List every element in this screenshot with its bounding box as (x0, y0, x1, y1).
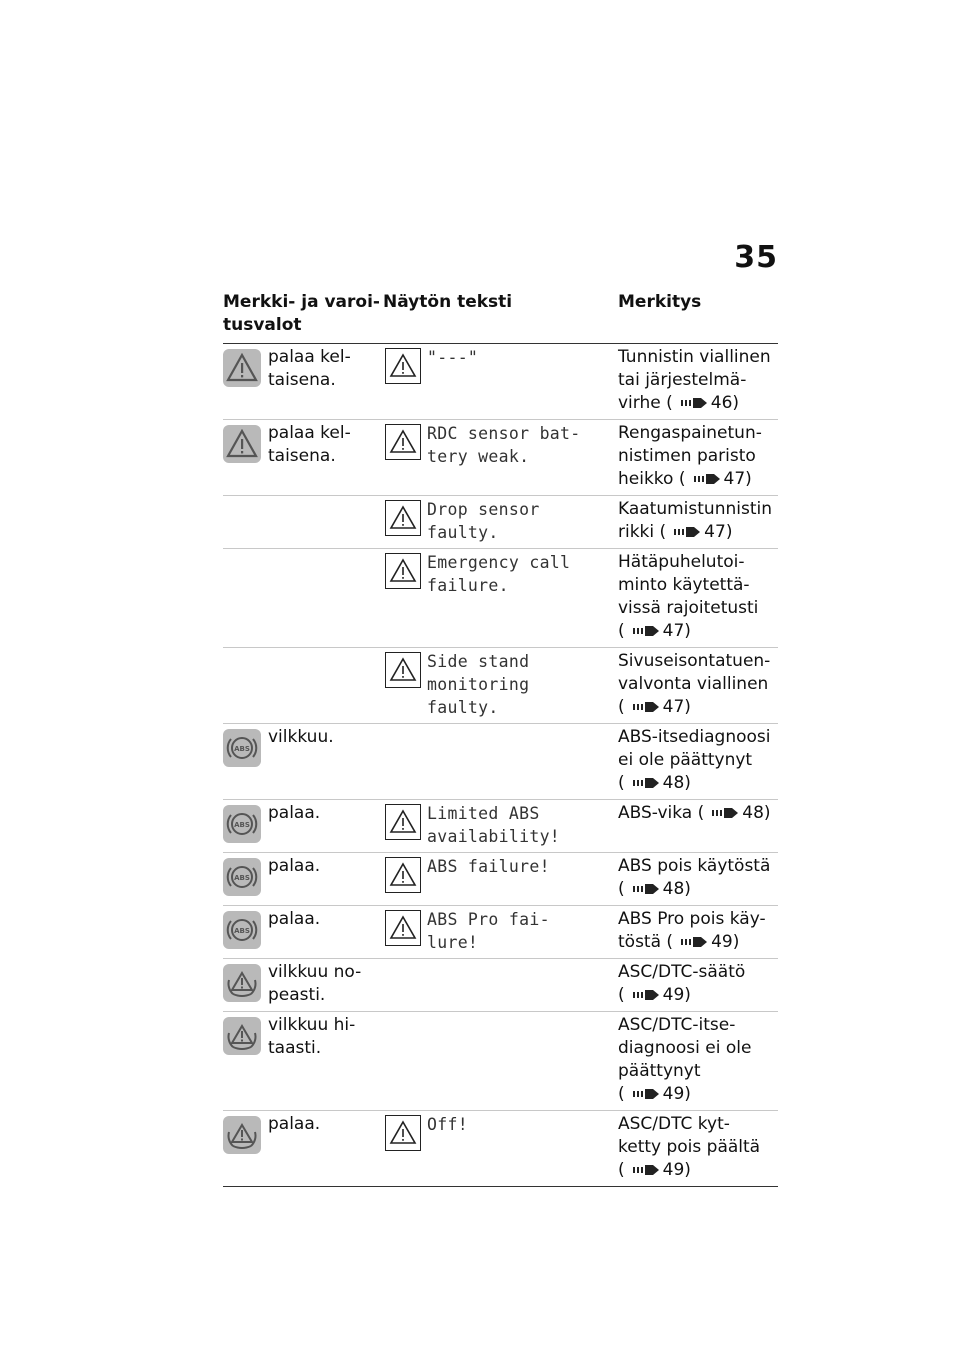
page-reference[interactable]: ( 48) (618, 773, 691, 793)
meaning-text: ASC/DTC-itse- diagnoosi ei ole päättynyt (618, 1015, 752, 1081)
page-reference-arrow-icon (631, 988, 661, 1002)
display-text-cell (383, 422, 618, 491)
page-reference-arrow-icon (710, 806, 740, 820)
display-text-cell (383, 346, 618, 415)
abs-icon (223, 858, 261, 896)
page-reference-number: 49 (662, 1084, 685, 1104)
indicator-condition: palaa. (268, 1114, 321, 1134)
page-reference[interactable]: ( 49) (618, 1160, 691, 1180)
page-reference[interactable]: ( 48) (692, 803, 771, 823)
display-text-cell (383, 855, 618, 901)
display-text-cell (383, 908, 618, 954)
page-reference-arrow-icon (679, 935, 709, 949)
page-reference[interactable]: ( 47) (618, 697, 691, 717)
indicator-condition: palaa kel- taisena. (268, 423, 351, 466)
display-warning-icon (385, 500, 421, 536)
svg-text:ABS: ABS (234, 927, 250, 935)
page-reference-arrow-icon (631, 624, 661, 638)
table-row (223, 420, 778, 496)
table-row (223, 496, 778, 549)
display-text-cell (383, 650, 618, 719)
abs-icon (223, 729, 261, 767)
page-reference[interactable]: ( 47) (673, 469, 752, 489)
page-reference[interactable]: ( 47) (618, 621, 691, 641)
page-number: 35 (734, 240, 778, 275)
page-reference[interactable]: ( 49) (661, 932, 740, 952)
meaning-text: ASC/DTC-säätö (618, 962, 746, 982)
display-warning-icon (385, 857, 421, 893)
display-warning-icon (385, 1115, 421, 1151)
table-row (223, 800, 778, 853)
meaning-cell (618, 346, 778, 415)
page-reference-number: 48 (742, 803, 764, 823)
page-reference-number: 49 (662, 985, 685, 1005)
page-reference-arrow-icon (692, 472, 722, 486)
indicator-condition: vilkkuu. (268, 727, 334, 747)
meaning-text: ASC/DTC kyt- ketty pois päältä (618, 1114, 761, 1157)
display-message: Drop sensor faulty. (427, 500, 540, 542)
display-text-cell (383, 1113, 618, 1182)
display-text-cell (383, 1014, 618, 1106)
page-reference-number: 49 (711, 932, 733, 952)
indicator-cell (223, 650, 383, 719)
page-reference[interactable]: ( 46) (660, 393, 740, 413)
display-text-cell (383, 726, 618, 795)
page-reference-number: 47 (662, 621, 685, 641)
display-text-cell (383, 551, 618, 643)
table-row (223, 724, 778, 800)
table-row (223, 853, 778, 906)
display-message: Emergency call failure. (427, 553, 571, 595)
meaning-text: ABS-itsediagnoosi ei ole päättynyt (618, 727, 771, 770)
svg-text:ABS: ABS (234, 821, 250, 829)
page-reference-number: 47 (704, 522, 726, 542)
indicator-cell (223, 346, 383, 415)
display-message: "---" (427, 348, 479, 367)
page-reference-arrow-icon (631, 700, 661, 714)
display-warning-icon (385, 424, 421, 460)
meaning-cell (618, 551, 778, 643)
meaning-cell (618, 1014, 778, 1106)
meaning-text: Tunnistin viallinen tai järjestelmä- virhe (618, 347, 771, 413)
page-reference-number: 47 (723, 469, 746, 489)
indicator-cell (223, 908, 383, 954)
page-reference[interactable]: ( 49) (618, 1084, 691, 1104)
display-text-cell (383, 498, 618, 544)
indicator-cell (223, 1113, 383, 1182)
page-reference-number: 48 (662, 879, 685, 899)
meaning-cell (618, 802, 778, 848)
page-reference-number: 49 (662, 1160, 685, 1180)
header-display-text: Näytön teksti (383, 292, 513, 312)
meaning-text: ABS pois käytöstä (618, 856, 771, 876)
page-reference-arrow-icon (672, 525, 702, 539)
page-reference[interactable]: ( 47) (654, 522, 733, 542)
meaning-text: Kaatumistunnistin rikki (618, 499, 772, 542)
table-row (223, 344, 778, 420)
display-message: Off! (427, 1115, 468, 1134)
table-body (223, 344, 778, 1187)
svg-text:ABS: ABS (234, 874, 250, 882)
meaning-cell (618, 961, 778, 1007)
display-warning-icon (385, 652, 421, 688)
display-message: Limited ABS availability! (427, 804, 561, 846)
indicator-cell (223, 422, 383, 491)
indicator-condition: palaa. (268, 803, 321, 823)
page-reference-arrow-icon (679, 396, 709, 410)
table-row (223, 906, 778, 959)
indicator-cell (223, 855, 383, 901)
display-warning-icon (385, 553, 421, 589)
meaning-text: ABS Pro pois käy- töstä (618, 909, 766, 952)
header-meaning: Merkitys (618, 292, 702, 312)
indicator-cell (223, 1014, 383, 1106)
warning-triangle-icon (223, 425, 261, 463)
page-reference-arrow-icon (631, 1087, 661, 1101)
meaning-cell (618, 498, 778, 544)
abs-icon (223, 805, 261, 843)
display-message: ABS failure! (427, 857, 550, 876)
meaning-cell (618, 855, 778, 901)
warning-triangle-icon (223, 349, 261, 387)
indicator-cell (223, 498, 383, 544)
indicator-condition: vilkkuu hi- taasti. (268, 1015, 356, 1058)
asc-dtc-icon (223, 1116, 261, 1154)
meaning-text: Rengaspainetun- nistimen paristo heikko (618, 423, 762, 489)
display-message: RDC sensor bat- tery weak. (427, 424, 581, 466)
table-row (223, 1012, 778, 1111)
table-header (223, 291, 778, 344)
meaning-text: ABS-vika (618, 803, 693, 823)
header-indicator-lights: Merkki- ja varoi- tusvalot (223, 292, 380, 335)
indicator-condition: palaa kel- taisena. (268, 347, 351, 390)
display-message: ABS Pro fai- lure! (427, 910, 550, 952)
display-message: Side stand monitoring faulty. (427, 652, 530, 717)
meaning-cell (618, 726, 778, 795)
indicator-cell (223, 961, 383, 1007)
meaning-text: Hätäpuhelutoi- minto käytettä- vissä rajoitetusti (618, 552, 759, 618)
abs-icon (223, 911, 261, 949)
indicator-cell (223, 551, 383, 643)
page-reference-arrow-icon (631, 776, 661, 790)
page-reference-arrow-icon (631, 1163, 661, 1177)
display-warning-icon (385, 348, 421, 384)
meaning-cell (618, 1113, 778, 1182)
page-reference-arrow-icon (631, 882, 661, 896)
table-row (223, 549, 778, 648)
table-row (223, 959, 778, 1012)
page-reference-number: 47 (662, 697, 685, 717)
indicator-table (223, 291, 778, 1187)
table-row (223, 1111, 778, 1187)
display-warning-icon (385, 910, 421, 946)
meaning-cell (618, 422, 778, 491)
indicator-condition: vilkkuu no- peasti. (268, 962, 362, 1005)
display-warning-icon (385, 804, 421, 840)
page-reference[interactable]: ( 48) (618, 879, 691, 899)
meaning-cell (618, 650, 778, 719)
indicator-condition: palaa. (268, 909, 321, 929)
table-row (223, 648, 778, 724)
indicator-condition: palaa. (268, 856, 321, 876)
page-reference[interactable]: ( 49) (618, 985, 691, 1005)
asc-dtc-icon (223, 1017, 261, 1055)
display-text-cell (383, 961, 618, 1007)
page-reference-number: 48 (662, 773, 685, 793)
svg-text:ABS: ABS (234, 745, 250, 753)
page-reference-number: 46 (710, 393, 733, 413)
meaning-cell (618, 908, 778, 954)
display-text-cell (383, 802, 618, 848)
indicator-cell (223, 726, 383, 795)
asc-dtc-icon (223, 964, 261, 1002)
meaning-text: Sivuseisontatuen- valvonta viallinen (618, 651, 771, 694)
indicator-cell (223, 802, 383, 848)
